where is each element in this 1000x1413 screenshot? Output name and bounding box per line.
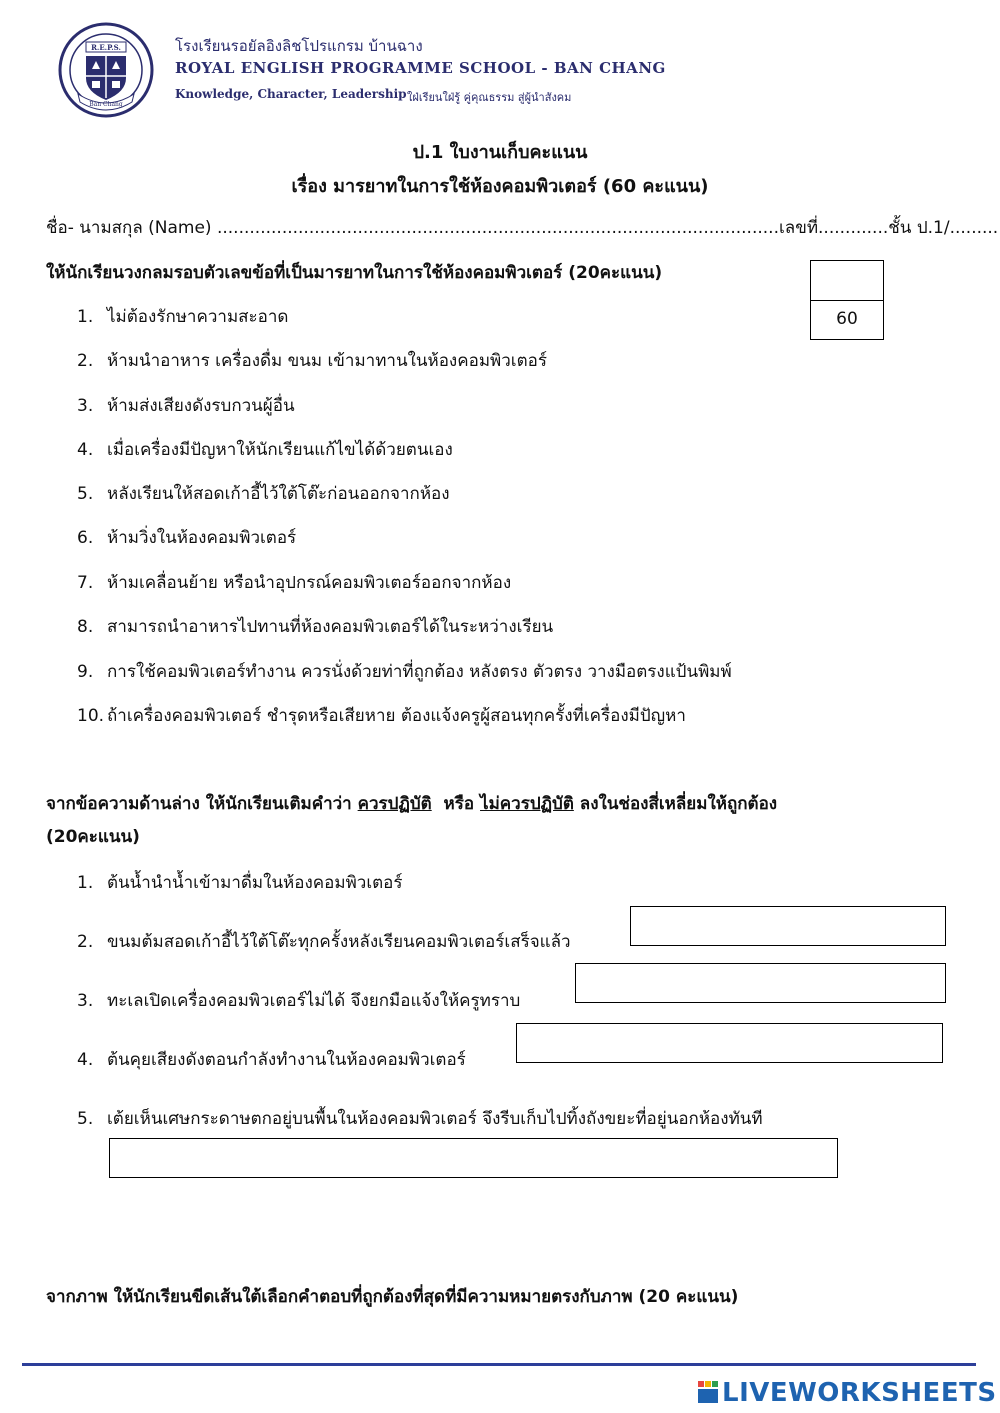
- item-text: หลังเรียนให้สอดเก้าอี้ไว้ใต้โต๊ะก่อนออกจากห้อง: [107, 484, 450, 504]
- student-name-line: ชื่อ- นามสกุล (Name) ........................................................................................................เลขที่.............ชั้น ป.1/.........: [46, 218, 999, 238]
- total-score: 60: [836, 309, 858, 329]
- item-text: ถ้าเครื่องคอมพิวเตอร์ ชำรุดหรือเสียหาย ต้องแจ้งครูผู้สอนทุกครั้งที่เครื่องมีปัญหา: [107, 706, 686, 726]
- item-number: 3.: [77, 991, 94, 1011]
- section2-item-4: [77, 1046, 466, 1073]
- section1-item-9[interactable]: [77, 658, 732, 685]
- score-box: [810, 260, 884, 340]
- section2-heading-mid: หรือ: [431, 794, 481, 814]
- section1-item-8[interactable]: [77, 613, 553, 640]
- school-motto-thai: ใฝ่เรียนใฝ่รู้ คู่คุณธรรม สู่ผู้นำสังคม: [407, 91, 572, 104]
- item-text: ขนมต้มสอดเก้าอี้ไว้ใต้โต๊ะทุกครั้งหลังเรียนคอมพิวเตอร์เสร็จแล้ว: [107, 932, 571, 952]
- section1-item-7[interactable]: [77, 569, 511, 596]
- section2-item-2: [77, 928, 571, 955]
- section1-item-10[interactable]: [77, 702, 686, 729]
- item-number: 2.: [77, 932, 94, 952]
- item-number: 9.: [77, 662, 94, 682]
- section1-item-1[interactable]: [77, 303, 288, 330]
- section1-item-5[interactable]: [77, 480, 450, 507]
- item-text: ต้นคุยเสียงดังตอนกำลังทำงานในห้องคอมพิวเตอร์: [107, 1050, 466, 1070]
- answer-box-4[interactable]: [516, 1023, 943, 1063]
- item-text: ห้ามส่งเสียงดังรบกวนผู้อื่น: [107, 396, 295, 416]
- item-number: 8.: [77, 617, 94, 637]
- item-text: เต้ยเห็นเศษกระดาษตกอยู่บนพื้นในห้องคอมพิวเตอร์ จึงรีบเก็บไปทิ้งถังขยะที่อยู่นอกห้องทันที: [107, 1109, 763, 1129]
- section2-heading-pre: จากข้อความด้านล่าง ให้นักเรียนเติมคำว่า: [46, 794, 358, 814]
- worksheet-subtitle: เรื่อง มารยาทในการใช้ห้องคอมพิวเตอร์ (60 คะแนน): [291, 176, 709, 197]
- school-name-thai: โรงเรียนรอยัลอิงลิชโปรแกรม บ้านฉาง: [175, 37, 423, 55]
- section2-heading-score: (20คะแนน): [46, 827, 140, 847]
- item-number: 5.: [77, 1109, 94, 1129]
- item-text: ต้นน้ำนำน้ำเข้ามาดื่มในห้องคอมพิวเตอร์: [107, 873, 403, 893]
- section1-item-4[interactable]: [77, 436, 453, 463]
- liveworksheets-icon: [697, 1380, 719, 1404]
- liveworksheets-brand[interactable]: LIVEWORKSHEETS: [722, 1378, 997, 1408]
- school-logo: [56, 20, 156, 120]
- score-divider: [811, 300, 883, 301]
- section2-heading: [46, 790, 777, 817]
- school-name-english: ROYAL ENGLISH PROGRAMME SCHOOL - BAN CHANG: [175, 59, 666, 77]
- item-text: ทะเลเปิดเครื่องคอมพิวเตอร์ไม่ได้ จึงยกมือแจ้งให้ครูทราบ: [107, 991, 521, 1011]
- item-text: ห้ามวิ่งในห้องคอมพิวเตอร์: [107, 528, 297, 548]
- section1-heading: ให้นักเรียนวงกลมรอบตัวเลขข้อที่เป็นมารยาทในการใช้ห้องคอมพิวเตอร์ (20คะแนน): [46, 263, 663, 283]
- footer-divider: [22, 1363, 976, 1366]
- item-text: ห้ามเคลื่อนย้าย หรือนำอุปกรณ์คอมพิวเตอร์ออกจากห้อง: [107, 573, 512, 593]
- item-text: ห้ามนำอาหาร เครื่องดื่ม ขนม เข้ามาทานในห้องคอมพิวเตอร์: [107, 351, 547, 371]
- answer-box-3[interactable]: [575, 963, 946, 1003]
- answer-box-2[interactable]: [630, 906, 946, 946]
- worksheet-title: ป.1 ใบงานเก็บคะแนน: [412, 142, 588, 163]
- item-number: 4.: [77, 440, 94, 460]
- section2-item-5: [77, 1105, 763, 1132]
- word-should-not-do: ไม่ควรปฏิบัติ: [480, 794, 574, 814]
- logo-text: R.E.P.S.: [91, 43, 121, 52]
- item-text: การใช้คอมพิวเตอร์ทำงาน ควรนั่งด้วยท่าที่ถูกต้อง หลังตรง ตัวตรง วางมือตรงแป้นพิมพ์: [107, 662, 732, 682]
- item-number: 5.: [77, 484, 94, 504]
- answer-box-5[interactable]: [109, 1138, 838, 1178]
- item-number: 7.: [77, 573, 94, 593]
- item-text: เมื่อเครื่องมีปัญหาให้นักเรียนแก้ไขได้ด้วยตนเอง: [107, 440, 453, 460]
- item-text: สามารถนำอาหารไปทานที่ห้องคอมพิวเตอร์ได้ในระหว่างเรียน: [107, 617, 554, 637]
- section1-item-3[interactable]: [77, 392, 295, 419]
- logo-bottom-text: Ban Chang: [89, 101, 123, 108]
- item-number: 1.: [77, 307, 94, 327]
- section2-item-1: [77, 869, 403, 896]
- section2-item-3: [77, 987, 520, 1014]
- word-should-do: ควรปฏิบัติ: [357, 794, 432, 814]
- section3-heading: จากภาพ ให้นักเรียนขีดเส้นใต้เลือกคำตอบที่ถูกต้องที่สุดที่มีความหมายตรงกับภาพ (20 คะแนน): [46, 1287, 739, 1307]
- section1-item-6[interactable]: [77, 524, 296, 551]
- section1-item-2[interactable]: [77, 347, 547, 374]
- item-number: 6.: [77, 528, 94, 548]
- item-number: 1.: [77, 873, 94, 893]
- item-number: 10.: [77, 706, 105, 726]
- section2-heading-post: ลงในช่องสี่เหลี่ยมให้ถูกต้อง: [573, 794, 778, 814]
- item-number: 4.: [77, 1050, 94, 1070]
- item-text: ไม่ต้องรักษาความสะอาด: [107, 307, 289, 327]
- item-number: 3.: [77, 396, 94, 416]
- school-motto-english: Knowledge, Character, Leadership: [175, 87, 407, 101]
- item-number: 2.: [77, 351, 94, 371]
